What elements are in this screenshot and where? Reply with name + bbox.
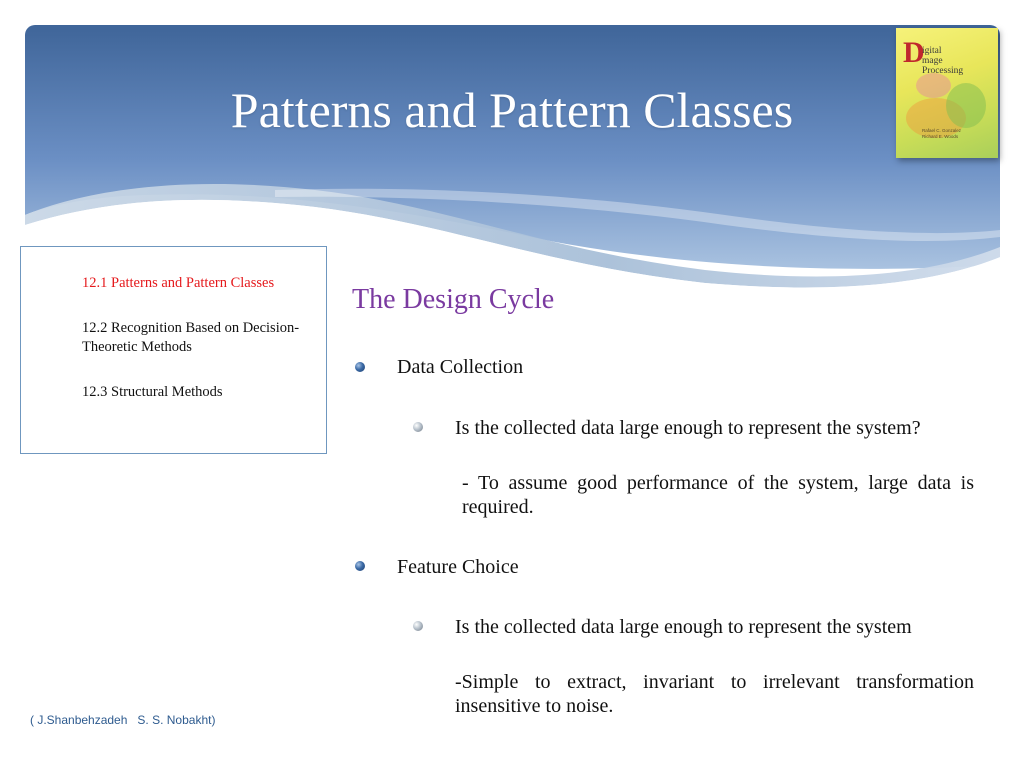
bullet-data-collection: Data Collection bbox=[397, 356, 524, 378]
toc-item-structural[interactable]: 12.3 Structural Methods bbox=[82, 384, 223, 400]
bullet-feature-choice: Feature Choice bbox=[397, 556, 519, 578]
toc-box bbox=[20, 246, 327, 454]
bullet-gray-sphere-icon bbox=[413, 422, 423, 432]
question-data-size-2: Is the collected data large enough to represent the system bbox=[455, 616, 912, 638]
section-subtitle: The Design Cycle bbox=[352, 284, 555, 315]
toc-item-recognition[interactable]: 12.2 Recognition Based on Decision-Theoretic Methods bbox=[82, 320, 300, 355]
toc-item-patterns[interactable]: 12.1 Patterns and Pattern Classes bbox=[82, 275, 275, 291]
book-cover-image bbox=[896, 28, 998, 158]
bullet-blue-sphere-icon bbox=[355, 362, 365, 372]
note-large-data: - To assume good performance of the system, large data is required. bbox=[462, 472, 974, 518]
bullet-blue-sphere-icon bbox=[355, 561, 365, 571]
note-feature-properties: -Simple to extract, invariant to irrelevant transformation insensitive to noise. bbox=[455, 671, 974, 717]
question-data-size-1: Is the collected data large enough to represent the system? bbox=[455, 417, 921, 439]
footer-authors: ( J.Shanbehzadeh S. S. Nobakht) bbox=[30, 713, 216, 727]
bullet-gray-sphere-icon bbox=[413, 621, 423, 631]
book-initial: D bbox=[903, 36, 925, 69]
slide-title: Patterns and Pattern Classes bbox=[230, 82, 794, 138]
book-title: igital mage Processing bbox=[922, 46, 964, 76]
book-authors: Rafael C. Gonzalez Richard E. Woods bbox=[922, 128, 962, 139]
